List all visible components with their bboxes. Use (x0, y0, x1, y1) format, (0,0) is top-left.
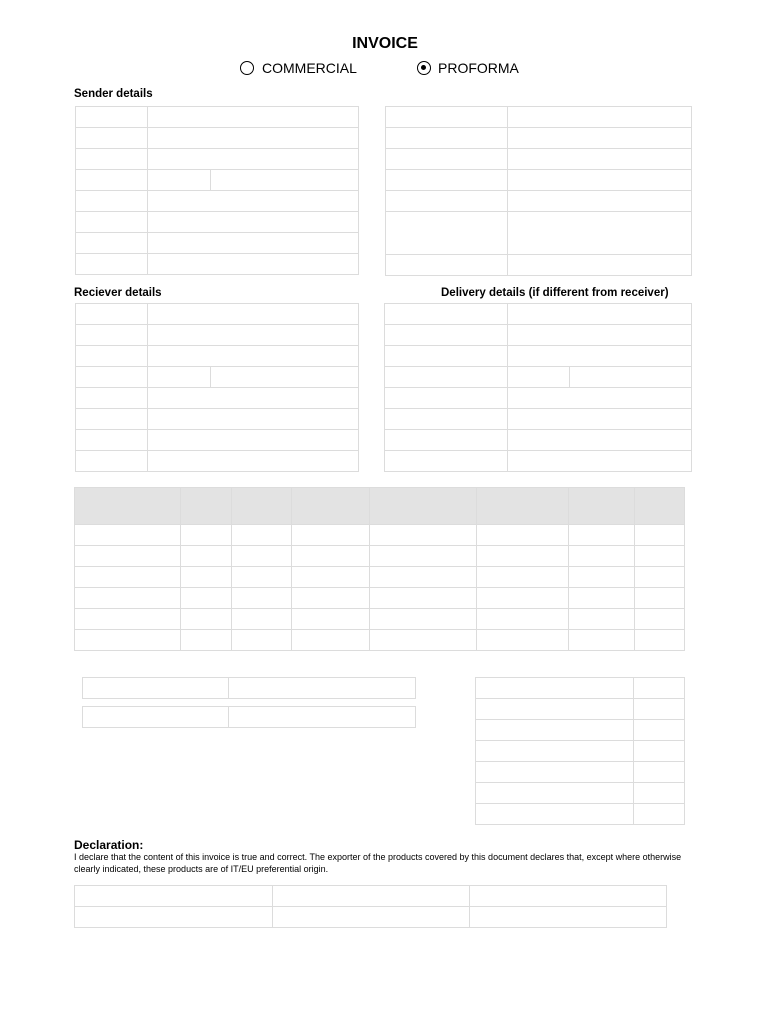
items-header-row (75, 488, 685, 525)
delivery-details-table (384, 303, 692, 472)
signature-table (74, 885, 667, 928)
table-row (75, 588, 685, 609)
shipment-field-row-2 (82, 706, 416, 728)
totals-table (475, 677, 685, 825)
sender-details-table (75, 106, 359, 275)
table-row (75, 567, 685, 588)
table-row (75, 630, 685, 651)
sender-details-label: Sender details (74, 88, 153, 100)
receiver-details-table (75, 303, 359, 472)
proforma-radio[interactable] (417, 61, 431, 75)
declaration-text: I declare that the content of this invoice is true and correct. The exporter of the products covered by this document declares that, except where otherwise clearly indicated, these products are of IT/EU preferential origin. (74, 852, 682, 874)
table-row (75, 525, 685, 546)
delivery-details-label: Delivery details (if different from receiver) (441, 287, 669, 299)
commercial-label: COMMERCIAL (262, 60, 357, 76)
table-row (75, 609, 685, 630)
declaration-title: Declaration: (74, 838, 144, 852)
table-row (75, 546, 685, 567)
invoice-title: INVOICE (352, 35, 418, 52)
items-table (74, 487, 685, 651)
sender-extra-table (385, 106, 692, 276)
commercial-radio[interactable] (240, 61, 254, 75)
proforma-label: PROFORMA (438, 60, 519, 76)
shipment-field-row-1 (82, 677, 416, 699)
receiver-details-label: Reciever details (74, 287, 162, 299)
